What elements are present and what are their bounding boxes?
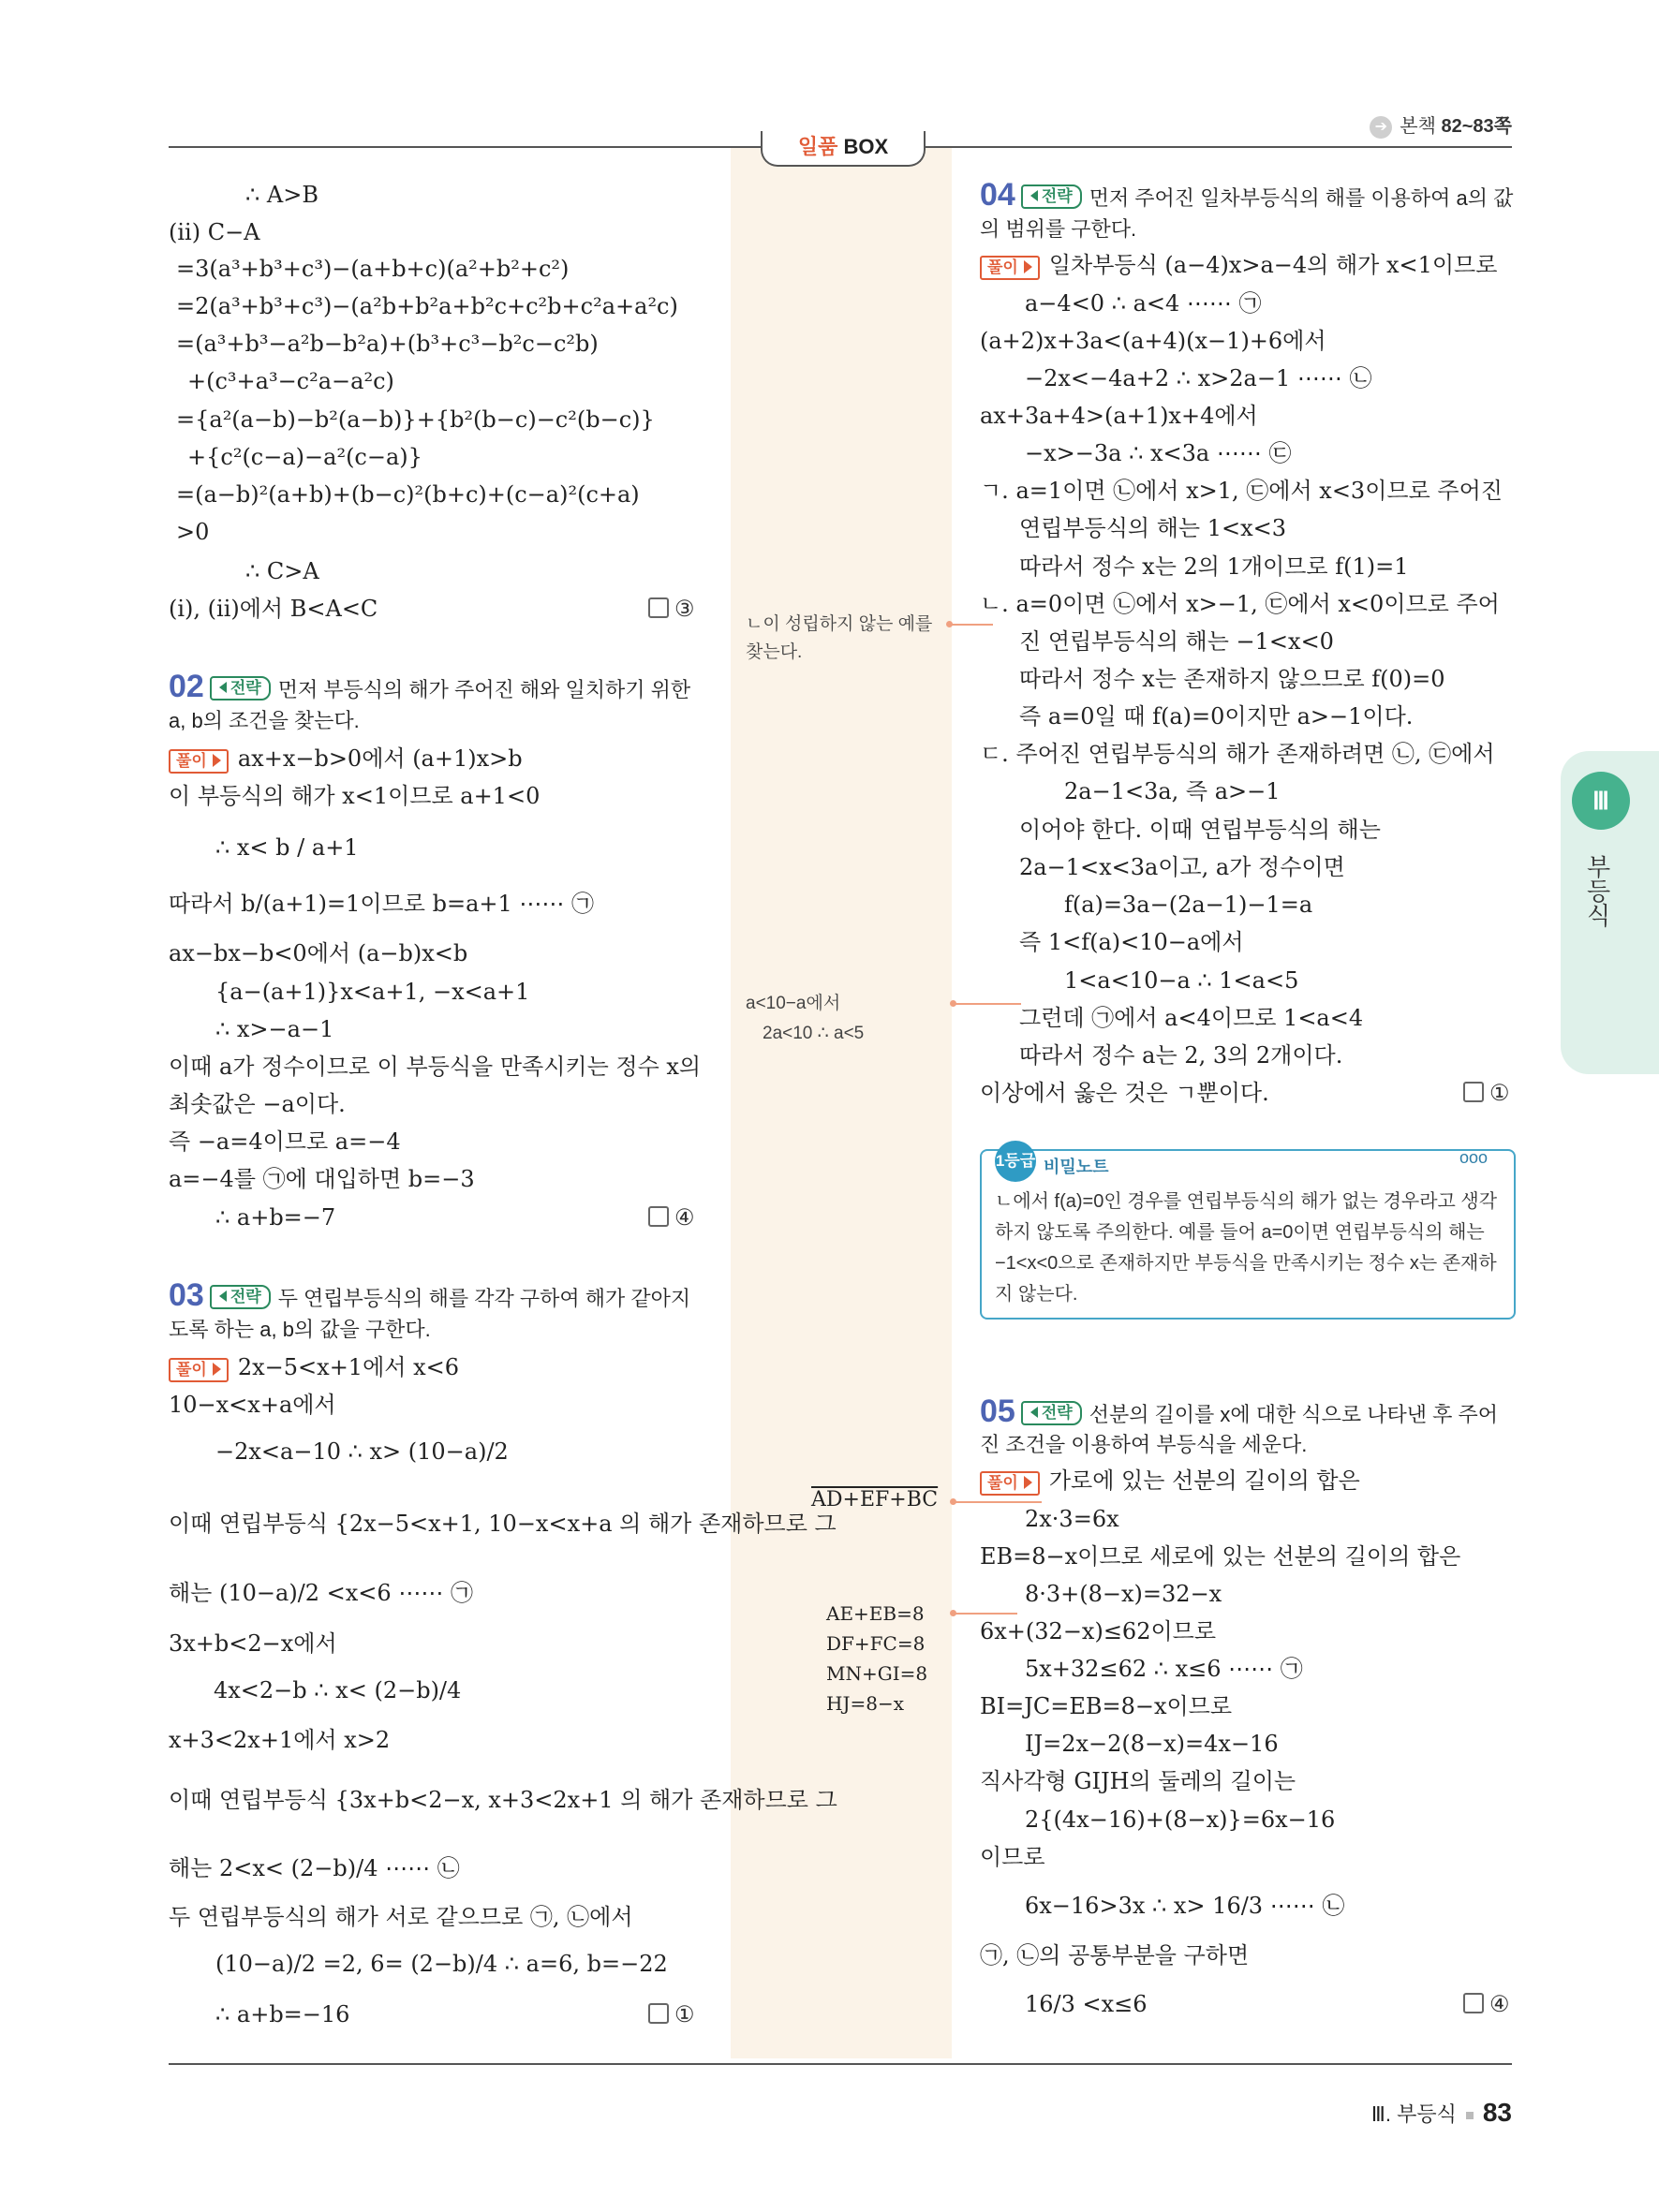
- solution-line: ∴ a+b=−16: [215, 2001, 350, 2028]
- solution-line: [169, 1353, 459, 1382]
- margin-note: 2a<10 ∴ a<5: [763, 1024, 865, 1043]
- margin-note: AD+EF+BC: [811, 1488, 939, 1512]
- answer-box-icon: [1463, 1082, 1484, 1102]
- strategy-text: 먼저 주어진 일차부등식의 해를 이용하여 a의 값: [1089, 186, 1514, 210]
- solution-line: −2x<a−10 ∴ x> (10−a)/2: [215, 1438, 509, 1465]
- answer-box-icon: [1463, 1993, 1484, 2013]
- p01-line: ={a²(a−b)−b²(a−b)}+{b²(b−c)−c²(b−c)}: [176, 406, 655, 433]
- answer-value: ①: [1489, 1081, 1510, 1106]
- solution-line: 해는 2<x< (2−b)/4 ⋯⋯ ㉡: [169, 1855, 460, 1881]
- note-connector: [954, 1613, 1017, 1615]
- note-dot-icon: [946, 621, 953, 627]
- answer-value: ③: [674, 597, 695, 622]
- strategy-label: 전략: [1021, 1401, 1082, 1425]
- page-footer: [1371, 2098, 1512, 2128]
- solution-line: 3x+b<2−x에서: [169, 1630, 337, 1657]
- question-number: 02: [169, 669, 204, 704]
- solution-line: 이때 연립부등식 {3x+b<2−x, x+3<2x+1 의 해가 존재하므로 그: [169, 1787, 837, 1813]
- solution-line: f(a)=3a−(2a−1)−1=a: [1064, 892, 1313, 918]
- answer-mark: [648, 2001, 695, 2029]
- tip-deco-icon: ooo: [1459, 1148, 1489, 1167]
- p01-line: ∴ A>B: [245, 182, 318, 208]
- solution-line: BI=JC=EB=8−x이므로: [980, 1693, 1233, 1719]
- solution-text: 가로에 있는 선분의 길이의 합은: [1048, 1467, 1360, 1494]
- note-dot-icon: [950, 1610, 956, 1616]
- strategy-label: 전략: [210, 676, 271, 700]
- solution-line: 2a−1<x<3a이고, a가 정수이면: [1019, 854, 1345, 880]
- strategy-text-cont: 의 범위를 구한다.: [980, 217, 1137, 241]
- answer-mark: [648, 1204, 695, 1232]
- strategy-text-cont: 진 조건을 이용하여 부등식을 세운다.: [980, 1433, 1308, 1456]
- p01-line: =3(a³+b³+c³)−(a+b+c)(a²+b²+c²): [176, 256, 570, 282]
- p01-line: +{c²(c−a)−a²(c−a)}: [187, 444, 422, 470]
- solution-line: 5x+32≤62 ∴ x≤6 ⋯⋯ ㉠: [1025, 1656, 1303, 1682]
- margin-note: 찾는다.: [746, 642, 803, 662]
- note-connector: [954, 1501, 1042, 1503]
- margin-note: DF+FC=8: [826, 1632, 926, 1655]
- p01-line: ∴ C>A: [245, 558, 319, 584]
- solution-line: 8·3+(8−x)=32−x: [1025, 1581, 1222, 1607]
- question-04-header: [980, 177, 1514, 213]
- solution-line: 따라서 정수 x는 존재하지 않으므로 f(0)=0: [1019, 666, 1445, 692]
- strategy-text: 선분의 길이를 x에 대한 식으로 나타낸 후 주어: [1089, 1403, 1499, 1426]
- answer-box-icon: [648, 597, 669, 618]
- solution-line: 진 연립부등식의 해는 −1<x<0: [1019, 628, 1334, 655]
- solution-line: −x>−3a ∴ x<3a ⋯⋯ ㉢: [1025, 440, 1292, 466]
- solution-line: 이므로: [980, 1844, 1045, 1870]
- note-connector: [950, 624, 993, 626]
- solution-line: ax+3a+4>(a+1)x+4에서: [980, 403, 1258, 429]
- solution-line: a=−4를 ㉠에 대입하면 b=−3: [169, 1166, 475, 1192]
- answer-mark: [648, 596, 695, 624]
- solution-line: ∴ a+b=−7: [215, 1204, 336, 1231]
- chapter-side-tab[interactable]: [1561, 751, 1659, 1074]
- p01-line: =(a³+b³−a²b−b²a)+(b³+c³−b²c−c²b): [176, 331, 599, 357]
- question-number: 05: [980, 1394, 1015, 1429]
- p01-line: +(c³+a³−c²a−a²c): [187, 368, 394, 394]
- solution-text: 2x−5<x+1에서 x<6: [237, 1354, 459, 1380]
- solution-line: x+3<2x+1에서 x>2: [169, 1727, 391, 1753]
- question-number: 04: [980, 177, 1015, 213]
- solution-line: 10−x<x+a에서: [169, 1392, 336, 1418]
- solution-line: ㉠, ㉡의 공통부분을 구하면: [980, 1942, 1250, 1969]
- answer-mark: [1463, 1080, 1510, 1108]
- box-title-a: 일품: [797, 135, 838, 158]
- solution-line: −2x<−4a+2 ∴ x>2a−1 ⋯⋯ ㉡: [1025, 365, 1372, 391]
- strategy-text-cont: 도록 하는 a, b의 값을 구한다.: [169, 1318, 431, 1341]
- strategy-text: 두 연립부등식의 해를 각각 구하여 해가 같아지: [277, 1287, 691, 1310]
- answer-value: ④: [1489, 1992, 1510, 2017]
- margin-note: a<10−a에서: [746, 994, 841, 1013]
- solution-line: IJ=2x−2(8−x)=4x−16: [1025, 1731, 1279, 1757]
- strategy-label: 전략: [1021, 184, 1082, 209]
- solution-line: [980, 251, 1497, 280]
- solution-line: 즉 a=0일 때 f(a)=0이지만 a>−1이다.: [1019, 703, 1414, 730]
- question-02-header: [169, 669, 691, 704]
- tip-title: 비밀노트: [1044, 1158, 1109, 1176]
- solution-line: ∴ x>−a−1: [215, 1016, 334, 1042]
- margin-note: MN+GI=8: [826, 1662, 928, 1685]
- solution-line: 16/3 <x≤6: [1025, 1991, 1148, 2017]
- solution-line: 최솟값은 −a이다.: [169, 1091, 346, 1117]
- solution-line: ㄷ. 주어진 연립부등식의 해가 존재하려면 ㉡, ㉢에서: [980, 741, 1495, 767]
- answer-mark: [1463, 1991, 1510, 2019]
- solution-line: 따라서 정수 x는 2의 1개이므로 f(1)=1: [1019, 553, 1409, 580]
- note-dot-icon: [950, 1498, 956, 1505]
- p01-line: =2(a³+b³+c³)−(a²b+b²a+b²c+c²b+c²a+a²c): [176, 293, 678, 319]
- solution-line: 1<a<10−a ∴ 1<a<5: [1064, 967, 1299, 994]
- solution-line: ㄴ. a=0이면 ㉡에서 x>−1, ㉢에서 x<0이므로 주어: [980, 591, 1500, 617]
- solution-label: 풀이: [980, 1471, 1040, 1496]
- p01-line: (ii) C−A: [169, 219, 260, 245]
- solution-line: ㄱ. a=1이면 ㉡에서 x>1, ㉢에서 x<3이므로 주어진: [980, 478, 1503, 504]
- question-05-header: [980, 1394, 1499, 1429]
- solution-label: 풀이: [169, 1358, 229, 1382]
- strategy-label: 전략: [210, 1285, 271, 1309]
- answer-value: ①: [674, 2002, 695, 2028]
- tip-badge: 1등급: [995, 1141, 1036, 1182]
- solution-line: 2{(4x−16)+(8−x)}=6x−16: [1025, 1806, 1336, 1833]
- page-reference-pages: 82~83쪽: [1441, 116, 1512, 137]
- footer-separator-icon: [1466, 2112, 1474, 2119]
- p01-line: (i), (ii)에서 B<A<C: [169, 596, 378, 622]
- solution-line: [169, 745, 523, 774]
- solution-line: 이 부등식의 해가 x<1이므로 a+1<0: [169, 783, 541, 809]
- solution-line: 즉 −a=4이므로 a=−4: [169, 1128, 401, 1155]
- solution-line: 두 연립부등식의 해가 서로 같으므로 ㉠, ㉡에서: [169, 1904, 633, 1930]
- page-reference-prefix: 본책: [1400, 116, 1442, 137]
- solution-line: [980, 1467, 1360, 1496]
- margin-column: [731, 148, 952, 2058]
- solution-label: 풀이: [980, 256, 1040, 280]
- solution-line: 이상에서 옳은 것은 ㄱ뿐이다.: [980, 1080, 1269, 1106]
- solution-line: 6x+(32−x)≤62이므로: [980, 1618, 1217, 1644]
- solution-line: 해는 (10−a)/2 <x<6 ⋯⋯ ㉠: [169, 1580, 473, 1606]
- solution-line: (10−a)/2 =2, 6= (2−b)/4 ∴ a=6, b=−22: [215, 1951, 668, 1977]
- solution-line: 6x−16>3x ∴ x> 16/3 ⋯⋯ ㉡: [1025, 1893, 1345, 1919]
- question-03-header: [169, 1277, 691, 1313]
- p01-line: >0: [176, 519, 210, 545]
- strategy-text: 먼저 부등식의 해가 주어진 해와 일치하기 위한: [277, 678, 691, 701]
- solution-line: 2a−1<3a, 즉 a>−1: [1064, 778, 1281, 804]
- solution-line: 직사각형 GIJH의 둘레의 길이는: [980, 1768, 1296, 1794]
- question-number: 03: [169, 1277, 204, 1313]
- solution-line: 그런데 ㉠에서 a<4이므로 1<a<4: [1019, 1005, 1364, 1031]
- solution-text: ax+x−b>0에서 (a+1)x>b: [237, 745, 523, 772]
- note-connector: [954, 1003, 1021, 1005]
- solution-label: 풀이: [169, 749, 229, 774]
- solution-text: 일차부등식 (a−4)x>a−4의 해가 x<1이므로: [1048, 252, 1498, 278]
- box-title-b: BOX: [837, 135, 889, 158]
- answer-value: ④: [674, 1205, 695, 1231]
- solution-line: EB=8−x이므로 세로에 있는 선분의 길이의 합은: [980, 1543, 1461, 1570]
- solution-line: 따라서 b/(a+1)=1이므로 b=a+1 ⋯⋯ ㉠: [169, 891, 595, 917]
- p01-line: =(a−b)²(a+b)+(b−c)²(b+c)+(c−a)²(c+a): [176, 481, 640, 508]
- chapter-icon: Ⅲ: [1572, 772, 1630, 830]
- tip-body: ㄴ에서 f(a)=0인 경우를 연립부등식의 해가 없는 경우라고 생각하지 않도록 주의한다. 예를 들어 a=0이면 연립부등식의 해는 −1<x<0으로 존재하지만 부등식을 만족시키는 정수 x는 존재하지 않는다.: [995, 1191, 1498, 1305]
- page-number: 83: [1482, 2098, 1512, 2127]
- arrow-right-icon: ➔: [1370, 116, 1392, 139]
- solution-line: ∴ x< b / a+1: [215, 834, 359, 861]
- solution-line: 이어야 한다. 이때 연립부등식의 해는: [1019, 817, 1381, 843]
- solution-line: 이때 연립부등식 {2x−5<x+1, 10−x<x+a 의 해가 존재하므로 그: [169, 1511, 837, 1537]
- note-dot-icon: [950, 1000, 956, 1007]
- chapter-label: 부등식: [1583, 854, 1611, 927]
- solution-line: ax−bx−b<0에서 (a−b)x<b: [169, 940, 468, 966]
- answer-box-icon: [648, 2003, 669, 2024]
- solution-line: {a−(a+1)}x<a+1, −x<a+1: [215, 979, 530, 1005]
- solution-line: 연립부등식의 해는 1<x<3: [1019, 515, 1287, 541]
- solution-line: (a+2)x+3a<(a+4)(x−1)+6에서: [980, 328, 1326, 354]
- answer-box-icon: [648, 1206, 669, 1227]
- footer-section: Ⅲ. 부등식: [1370, 2102, 1457, 2126]
- box-title-tab: [761, 131, 926, 167]
- solution-line: 이때 a가 정수이므로 이 부등식을 만족시키는 정수 x의: [169, 1054, 702, 1080]
- solution-line: 2x·3=6x: [1025, 1506, 1119, 1532]
- solution-line: a−4<0 ∴ a<4 ⋯⋯ ㉠: [1025, 290, 1262, 317]
- margin-note: AE+EB=8: [826, 1602, 925, 1625]
- solution-line: 즉 1<f(a)<10−a에서: [1019, 929, 1244, 955]
- solution-line: 4x<2−b ∴ x< (2−b)/4: [214, 1677, 462, 1703]
- strategy-text-cont: a, b의 조건을 찾는다.: [169, 709, 360, 732]
- page-reference: [1370, 111, 1512, 139]
- solution-line: 따라서 정수 a는 2, 3의 2개이다.: [1019, 1042, 1343, 1069]
- margin-note: HJ=8−x: [826, 1692, 904, 1715]
- margin-note: ㄴ이 성립하지 않는 예를: [746, 614, 933, 634]
- bottom-rule: [169, 2063, 1512, 2065]
